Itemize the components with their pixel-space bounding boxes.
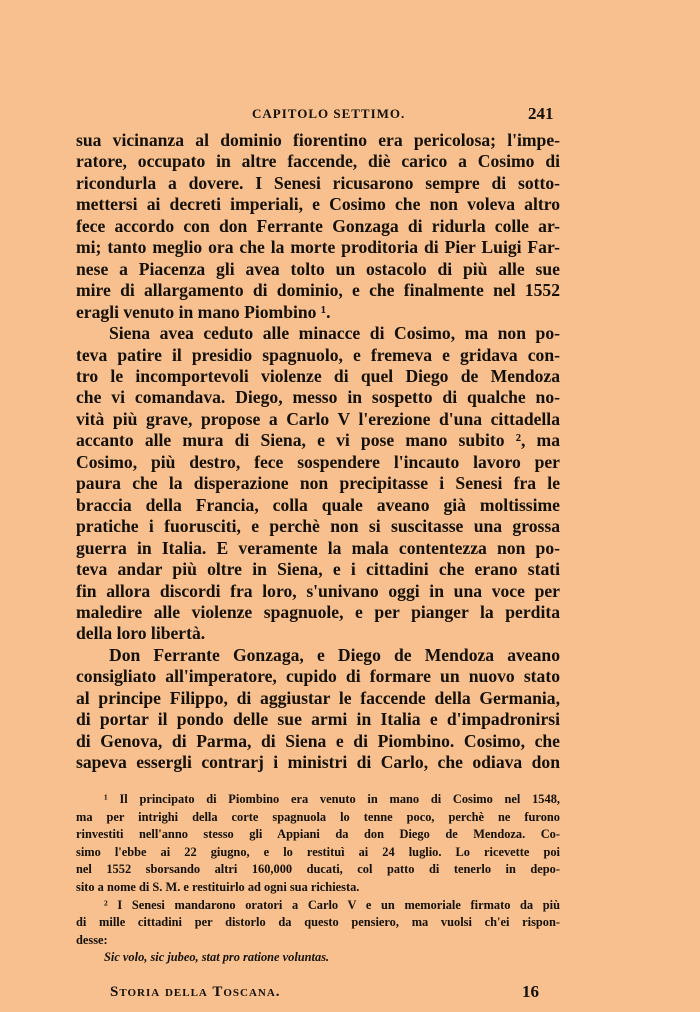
text-line: fin allora discordi fra loro, s'univano oggi in una voce per	[76, 580, 560, 601]
footnotes	[76, 791, 560, 967]
text-line: pratiche i fuorusciti, e perchè non si suscitasse una grossa	[76, 516, 560, 537]
text-line: di Genova, di Parma, di Siena e di Piombino. Cosimo, che	[76, 730, 560, 751]
text-line: Siena avea ceduto alle minacce di Cosimo, ma non po-	[109, 323, 560, 344]
running-head: CAPITOLO SETTIMO.	[252, 106, 406, 121]
text-line: vità più grave, propose a Carlo V l'erezione d'una cittadella	[76, 408, 560, 429]
text-line: eragli venuto in mano Piombino ¹.	[76, 301, 331, 322]
text-line: tro le incomportevoli violenze di quel Diego de Mendoza	[76, 365, 560, 386]
text-line: sapeva essergli contrarj i ministri di Carlo, che odiava don	[76, 752, 560, 773]
text-line: della loro libertà.	[76, 623, 206, 644]
text-line: Don Ferrante Gonzaga, e Diego de Mendoza aveano	[109, 644, 560, 665]
footnote-line: ² I Senesi mandarono oratori a Carlo V e un memoriale firmato da più	[104, 897, 560, 912]
page-footer	[0, 982, 700, 1006]
text-line: sua vicinanza al dominio fiorentino era pericolosa; l'impe-	[76, 130, 560, 150]
text-line: accanto alle mura di Siena, e vi pose mano subito ², ma	[76, 430, 560, 451]
footnote-line: ma per intrighi della corte spagnuola lo tenne poco, perchè ne furono	[76, 809, 560, 824]
text-line: mi; tanto meglio ora che la morte proditoria di Pier Luigi Far-	[76, 237, 560, 258]
text-line: Cosimo, più destro, fece sospendere l'incauto lavoro per	[76, 451, 560, 472]
text-line: guerra in Italia. E veramente la mala contentezza non po-	[76, 537, 560, 558]
text-line: mettersi ai decreti imperiali, e Cosimo che non voleva altro	[76, 194, 560, 215]
text-line: paura che la disperazione non precipitasse i Senesi fra le	[76, 473, 560, 494]
main-text	[76, 130, 560, 774]
text-line: che vi comandava. Diego, messo in sospetto di qualche no-	[76, 387, 560, 408]
text-line: al principe Filippo, di aggiustar le faccende della Germania,	[76, 687, 560, 708]
text-line: ricondurla a dovere. I Senesi ricusarono sempre di sotto-	[76, 172, 560, 193]
footnote-line: di mille cittadini per distorlo da questo pensiero, ma vuolsi ch'ei rispon-	[76, 915, 560, 930]
footnote-line: rinvestiti nell'anno stesso gli Appiani da don Diego de Mendoza. Co-	[76, 827, 560, 842]
text-line: nese a Piacenza gli avea tolto un ostacolo di più alle sue	[76, 258, 560, 279]
footnote-line: ¹ Il principato di Piombino era venuto in mano di Cosimo nel 1548,	[104, 792, 560, 806]
text-line: ratore, occupato in altre faccende, diè carico a Cosimo di	[76, 151, 560, 172]
book-title: Storia della Toscana.	[110, 984, 281, 1000]
text-line: braccia della Francia, colla quale aveano già moltissime	[76, 494, 560, 515]
text-line: consigliato all'imperatore, cupido di formare un nuovo stato	[76, 666, 560, 687]
text-line: di portar il pondo delle sue armi in Italia e d'impadronirsi	[76, 709, 560, 730]
footnote-line: Sic volo, sic jubeo, stat pro ratione voluntas.	[104, 950, 330, 965]
text-line: mire di allargamento di dominio, e che finalmente nel 1552	[76, 280, 560, 301]
text-line: teva patire il presidio spagnuolo, e fremeva e gridava con-	[76, 344, 560, 365]
signature-mark: 16	[522, 982, 539, 1001]
footnote-line: simo l'ebbe ai 22 giugno, e lo restituì ai 24 luglio. Lo ricevette poi	[76, 844, 560, 859]
page-header	[0, 104, 700, 132]
page-number: 241	[528, 104, 554, 123]
text-line: fece accordo con don Ferrante Gonzaga di ridurla colle ar-	[76, 215, 560, 236]
footnote-line: sito a nome di S. M. e restituirlo ad ogni sua richiesta.	[76, 879, 360, 894]
footnote-line: nel 1552 sborsando altri 160,000 ducati, col patto di tenerlo in depo-	[76, 862, 560, 877]
text-line: teva andar più oltre in Siena, e i cittadini che erano stati	[76, 559, 560, 580]
footnote-line: desse:	[76, 932, 108, 947]
text-line: maledire alle violenze spagnuole, e per pianger la perdita	[76, 601, 560, 622]
